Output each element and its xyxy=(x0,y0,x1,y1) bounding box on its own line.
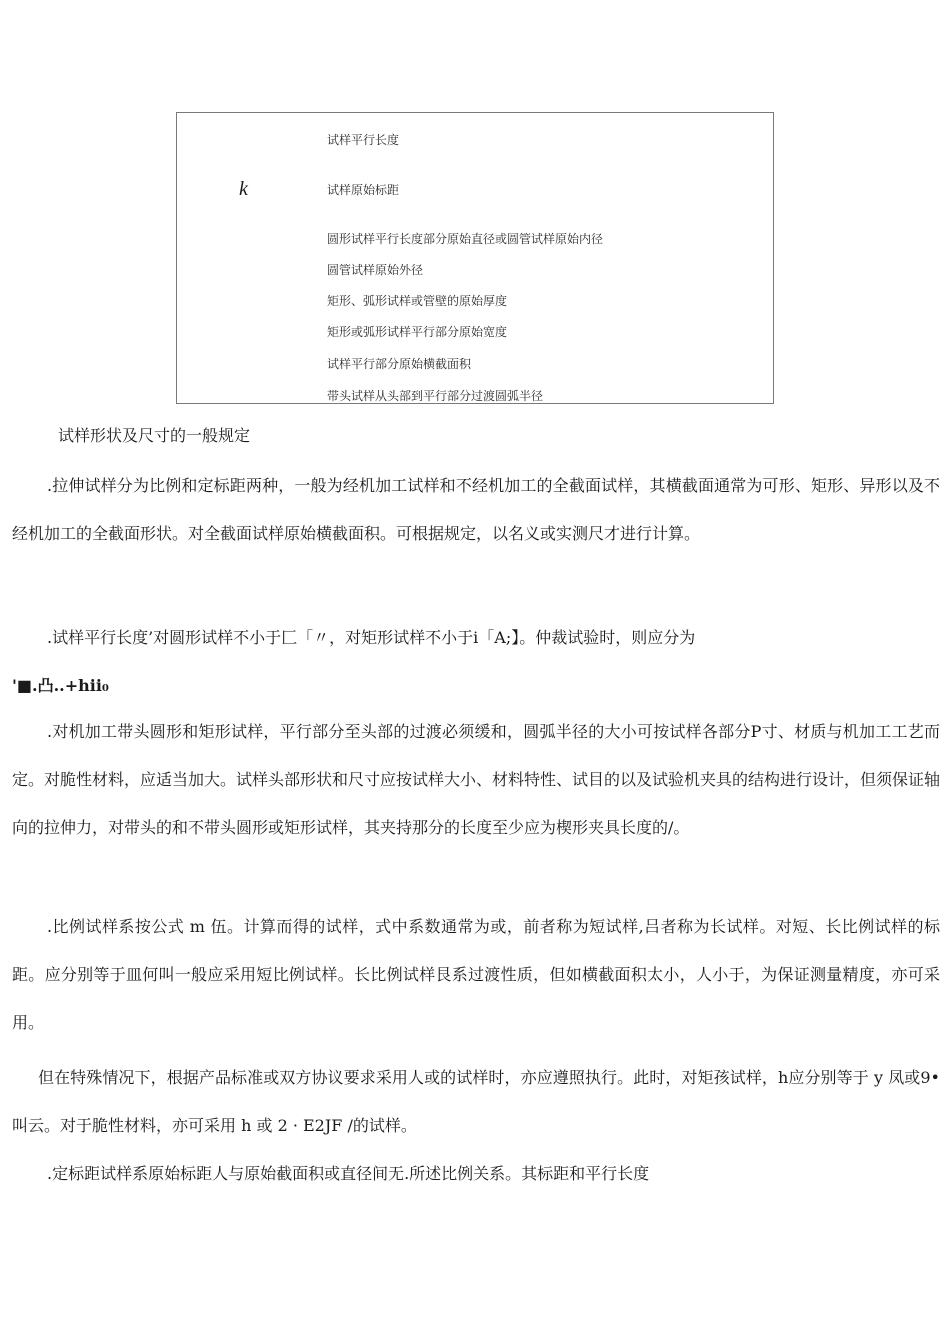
symbol-description: 试样原始标距 xyxy=(327,183,400,197)
symbol-definition-table xyxy=(176,112,774,404)
symbol-description: 试样平行部分原始横截面积 xyxy=(327,357,472,371)
paragraph-special-cases: 但在特殊情况下，根据产品标准或双方协议要求采用人或的试样时，亦应遵照执行。此时，对矩孩试样，h应分别等于 y 凤或9•叫云。对于脆性材料，亦可采用 h 或 2 · E2JF /的试样。 xyxy=(12,1068,940,1135)
symbol-description: 圆管试样原始外径 xyxy=(327,263,424,277)
paragraph-parallel-length: .试样平行长度’对圆形试样不小于匚「〃，对矩形试样不小于i「A;】。仲裁试验时，则应分为 xyxy=(47,628,696,647)
paragraph-transition-radius: .对机加工带头圆形和矩形试样，平行部分至头部的过渡必须缓和，圆弧半径的大小可按试样各部分P寸、材质与机加工工艺而定。对脆性材料，应适当加大。试样头部形状和尺寸应按试样大小、材料特性、试目的以及试验机夹具的结构进行设计，但须保证轴向的拉伸力，对带头的和不带头圆形或矩形试样，其夹持那分的长度至少应为楔形夹具长度的/。 xyxy=(12,722,941,837)
paragraph-parallel-length-formula: '■.凸..+hii₀ xyxy=(12,676,109,695)
paragraph-proportional-specimen: .比例试样系按公式 m 伍。计算而得的试样，式中系数通常为或，前者称为短试样,吕者称为长试样。对短、长比例试样的标距。应分别等于皿何叫一般应采用短比例试样。长比例试样艮系过渡性质，但如横截面积太小，人小于，为保证测量精度，亦可采用。 xyxy=(12,917,940,1032)
paragraph-specimen-types: .拉伸试样分为比例和定标距两种，一般为经机加工试样和不经机加工的全截面试样，其横截面通常为可形、矩形、异形以及不经机加工的全截面形状。对全截面试样原始横截面积。可根据规定，以名义或实测尺才进行计算。 xyxy=(12,476,940,543)
symbol-description: 矩形、弧形试样或管壁的原始厚度 xyxy=(327,294,508,308)
section-heading: 试样形状及尺寸的一般规定 xyxy=(58,426,251,445)
symbol-k: k xyxy=(239,178,248,200)
paragraph-fixed-gauge-specimen: .定标距试样系原始标距人与原始截面积或直径间无.所述比例关系。其标距和平行长度 xyxy=(47,1164,650,1183)
symbol-description: 矩形或弧形试样平行部分原始宽度 xyxy=(327,325,508,339)
symbol-description: 带头试样从头部到平行部分过渡圆弧半径 xyxy=(327,389,544,403)
symbol-description: 圆形试样平行长度部分原始直径或圆管试样原始内径 xyxy=(327,232,604,246)
symbol-description: 试样平行长度 xyxy=(327,133,400,147)
